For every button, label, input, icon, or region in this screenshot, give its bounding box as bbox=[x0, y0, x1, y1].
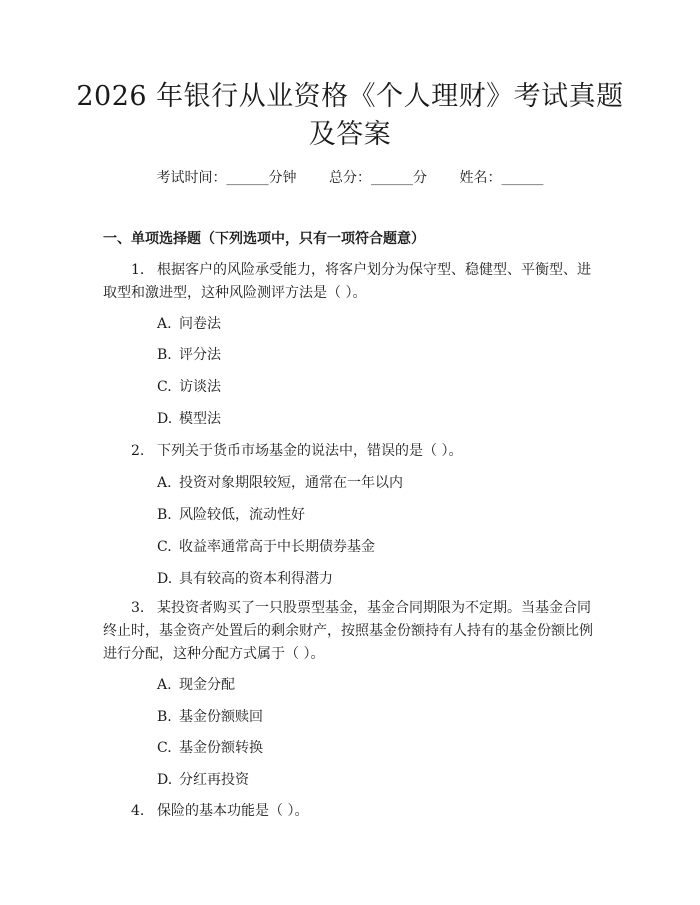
option-2a bbox=[157, 473, 403, 493]
option-text: 基金份额转换 bbox=[179, 740, 263, 756]
question-2 bbox=[103, 440, 600, 463]
option-letter: B. bbox=[157, 709, 172, 725]
title-line-2: 及答案 bbox=[308, 119, 392, 150]
option-letter: C. bbox=[157, 379, 172, 395]
title-line-1: 2026 年银行从业资格《个人理财》考试真题 bbox=[76, 81, 624, 112]
option-2c bbox=[157, 537, 375, 557]
option-text: 投资对象期限较短，通常在一年以内 bbox=[179, 475, 403, 491]
section-heading: 一、单项选择题（下列选项中，只有一项符合题意） bbox=[103, 231, 425, 247]
option-letter: C. bbox=[157, 539, 172, 555]
option-letter: A. bbox=[157, 316, 172, 332]
option-letter: D. bbox=[157, 772, 173, 788]
option-text: 评分法 bbox=[179, 347, 221, 363]
option-3a bbox=[157, 675, 235, 695]
option-text: 基金份额赎回 bbox=[179, 709, 263, 725]
option-text: 具有较高的资本利得潜力 bbox=[179, 571, 333, 587]
question-number: 4. bbox=[131, 803, 145, 819]
exam-info-line bbox=[0, 168, 700, 188]
option-letter: C. bbox=[157, 740, 172, 756]
option-1a bbox=[157, 314, 221, 334]
option-letter: D. bbox=[157, 571, 173, 587]
name-field: 姓名：______ bbox=[459, 170, 544, 186]
option-text: 问卷法 bbox=[179, 316, 221, 332]
option-text: 模型法 bbox=[179, 411, 221, 427]
option-letter: A. bbox=[157, 677, 172, 693]
option-letter: A. bbox=[157, 475, 172, 491]
question-4 bbox=[103, 800, 600, 823]
question-number: 2. bbox=[131, 443, 145, 459]
option-text: 现金分配 bbox=[179, 677, 235, 693]
option-2b bbox=[157, 505, 305, 525]
question-number: 3. bbox=[131, 600, 145, 616]
question-stem: 保险的基本功能是（ ）。 bbox=[157, 803, 309, 819]
option-letter: D. bbox=[157, 411, 173, 427]
option-text: 访谈法 bbox=[179, 379, 221, 395]
option-2d bbox=[157, 569, 333, 589]
option-3c bbox=[157, 738, 263, 758]
total-score-field: 总分：______分 bbox=[329, 170, 427, 186]
option-text: 风险较低，流动性好 bbox=[179, 507, 305, 523]
exam-time-field: 考试时间：______分钟 bbox=[156, 170, 297, 186]
option-text: 收益率通常高于中长期债券基金 bbox=[179, 539, 375, 555]
page-title bbox=[60, 78, 640, 154]
question-3 bbox=[103, 597, 600, 666]
question-stem: 根据客户的风险承受能力，将客户划分为保守型、稳健型、平衡型、进取型和激进型，这种风险测评方法是（ ）。 bbox=[103, 262, 591, 301]
question-stem: 某投资者购买了一只股票型基金，基金合同期限为不定期。当基金合同终止时，基金资产处置后的剩余财产，按照基金份额持有人持有的基金份额比例进行分配，这种分配方式属于（ ）。 bbox=[103, 600, 593, 662]
question-number: 1. bbox=[131, 262, 145, 278]
question-1 bbox=[103, 259, 600, 305]
option-letter: B. bbox=[157, 507, 172, 523]
option-text: 分红再投资 bbox=[179, 772, 249, 788]
question-stem: 下列关于货币市场基金的说法中，错误的是（ ）。 bbox=[157, 443, 463, 459]
option-3d bbox=[157, 770, 249, 790]
option-1b bbox=[157, 345, 221, 365]
option-letter: B. bbox=[157, 347, 172, 363]
option-3b bbox=[157, 707, 263, 727]
option-1c bbox=[157, 377, 221, 397]
option-1d bbox=[157, 409, 221, 429]
